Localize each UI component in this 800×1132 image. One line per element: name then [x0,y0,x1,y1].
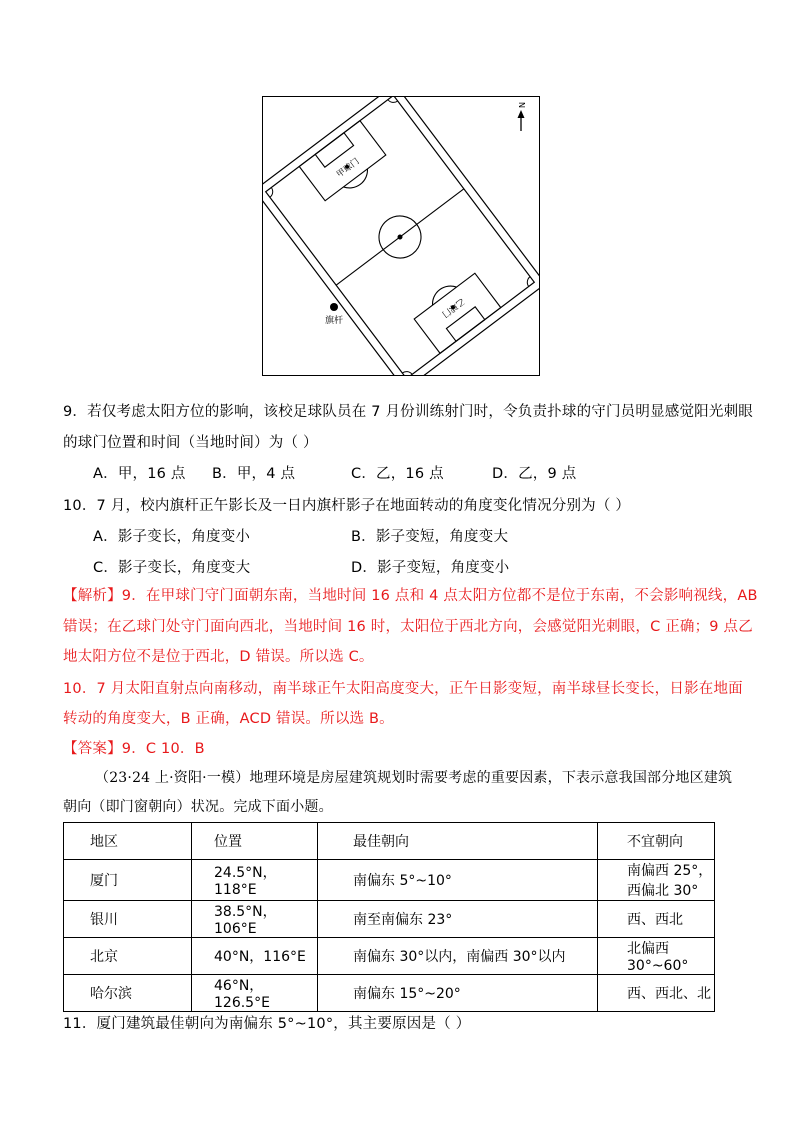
q10-option-b: B．影子变短，角度变大 [351,529,509,545]
q9-stem-line1: 9．若仅考虑太阳方位的影响，该校足球队员在 7 月份训练射门时，令负责扑球的守门员明显感觉阳光刺眼 [63,404,753,420]
soccer-field-figure [262,96,540,376]
table-cell: 南偏东 5°~10° [318,860,598,901]
table-row [64,975,715,1012]
goal-b-label: 乙球门 [439,295,467,319]
table-row [64,938,715,975]
table-cell: 38.5°N，106°E [192,901,318,938]
penalty-arc-b [428,281,457,305]
table-cell: 北京 [64,938,192,975]
flagpole-label: 旗杆 [324,316,344,326]
table-header-cell: 不宜朝向 [598,823,715,860]
corner-arc [266,187,276,197]
q9-option-b: B．甲，4 点 [212,466,296,482]
analysis-line: 转动的角度变大，B 正确，ACD 错误。所以选 B。 [63,711,394,727]
corner-arc [525,277,535,287]
q10-stem: 10．7 月，校内旗杆正午影长及一日内旗杆影子在地面转动的角度变化情况分别为（ ） [63,498,631,514]
table-header-cell: 位置 [192,823,318,860]
soccer-field-diagram [263,97,539,375]
q9-option-c: C．乙，16 点 [351,466,444,482]
table-cell: 哈尔滨 [64,975,192,1012]
table-row [64,860,715,901]
table-cell: 西、西北 [598,901,715,938]
table-cell: 银川 [64,901,192,938]
table-header-cell: 地区 [64,823,192,860]
intro-line2: 朝向（即门窗朝向）状况。完成下面小题。 [63,799,333,815]
table-cell: 南偏西 25°，西偏北 30° [598,860,715,901]
analysis-line: 10．7 月太阳直射点向南移动，南半球正午太阳高度变大，正午日影变短，南半球昼长变长，日影在地面 [63,681,743,697]
answer-line: 【答案】9．C 10．B [63,741,205,757]
q9-option-a: A．甲，16 点 [93,466,186,482]
table-cell: 北偏西 30°~60° [598,938,715,975]
table-cell: 南偏东 30°以内，南偏西 30°以内 [318,938,598,975]
penalty-area-a [299,121,386,201]
q9-stem-line2: 的球门位置和时间（当地时间）为（ ） [63,435,318,451]
table-cell: 厦门 [64,860,192,901]
q10-option-a: A．影子变长，角度变小 [93,529,251,545]
table-header-row [64,823,715,860]
field-group [263,97,539,375]
q10-option-d: D．影子变短，角度变小 [351,560,510,576]
analysis-line: 【解析】9．在甲球门守门面朝东南，当地时间 16 点和 4 点太阳方位都不是位于东南，不会影响视线，AB [63,588,758,604]
q11-stem: 11．厦门建筑最佳朝向为南偏东 5°~10°，其主要原因是（ ） [63,1016,471,1032]
flagpole-marker [330,303,338,311]
q9-option-d: D．乙，9 点 [492,466,577,482]
analysis-line: 错误；在乙球门处守门面向西北，当地时间 16 时，太阳位于西北方向，会感觉阳光刺眼，C 正确；9 点乙 [63,619,753,635]
table-cell: 南至南偏东 23° [318,901,598,938]
table-cell: 40°N，116°E [192,938,318,975]
table-cell: 46°N，126.5°E [192,975,318,1012]
table-cell: 24.5°N，118°E [192,860,318,901]
table-cell: 南偏东 15°~20° [318,975,598,1012]
table-cell: 西、西北、北 [598,975,715,1012]
north-arrow-icon [517,102,526,131]
q10-option-c: C．影子变长，角度变大 [93,560,251,576]
intro-line1: （23·24 上·资阳·一模）地理环境是房屋建筑规划时需要考虑的重要因素，下表示意我国部分地区建筑 [95,770,733,786]
goal-a-label: 甲球门 [335,156,362,180]
north-label: N [517,102,526,108]
building-orientation-table [63,822,715,1012]
analysis-line: 地太阳方位不是位于西北，D 错误。所以选 C。 [63,649,374,665]
table-row [64,901,715,938]
table-header-cell: 最佳朝向 [318,823,598,860]
penalty-area-b [414,273,501,353]
